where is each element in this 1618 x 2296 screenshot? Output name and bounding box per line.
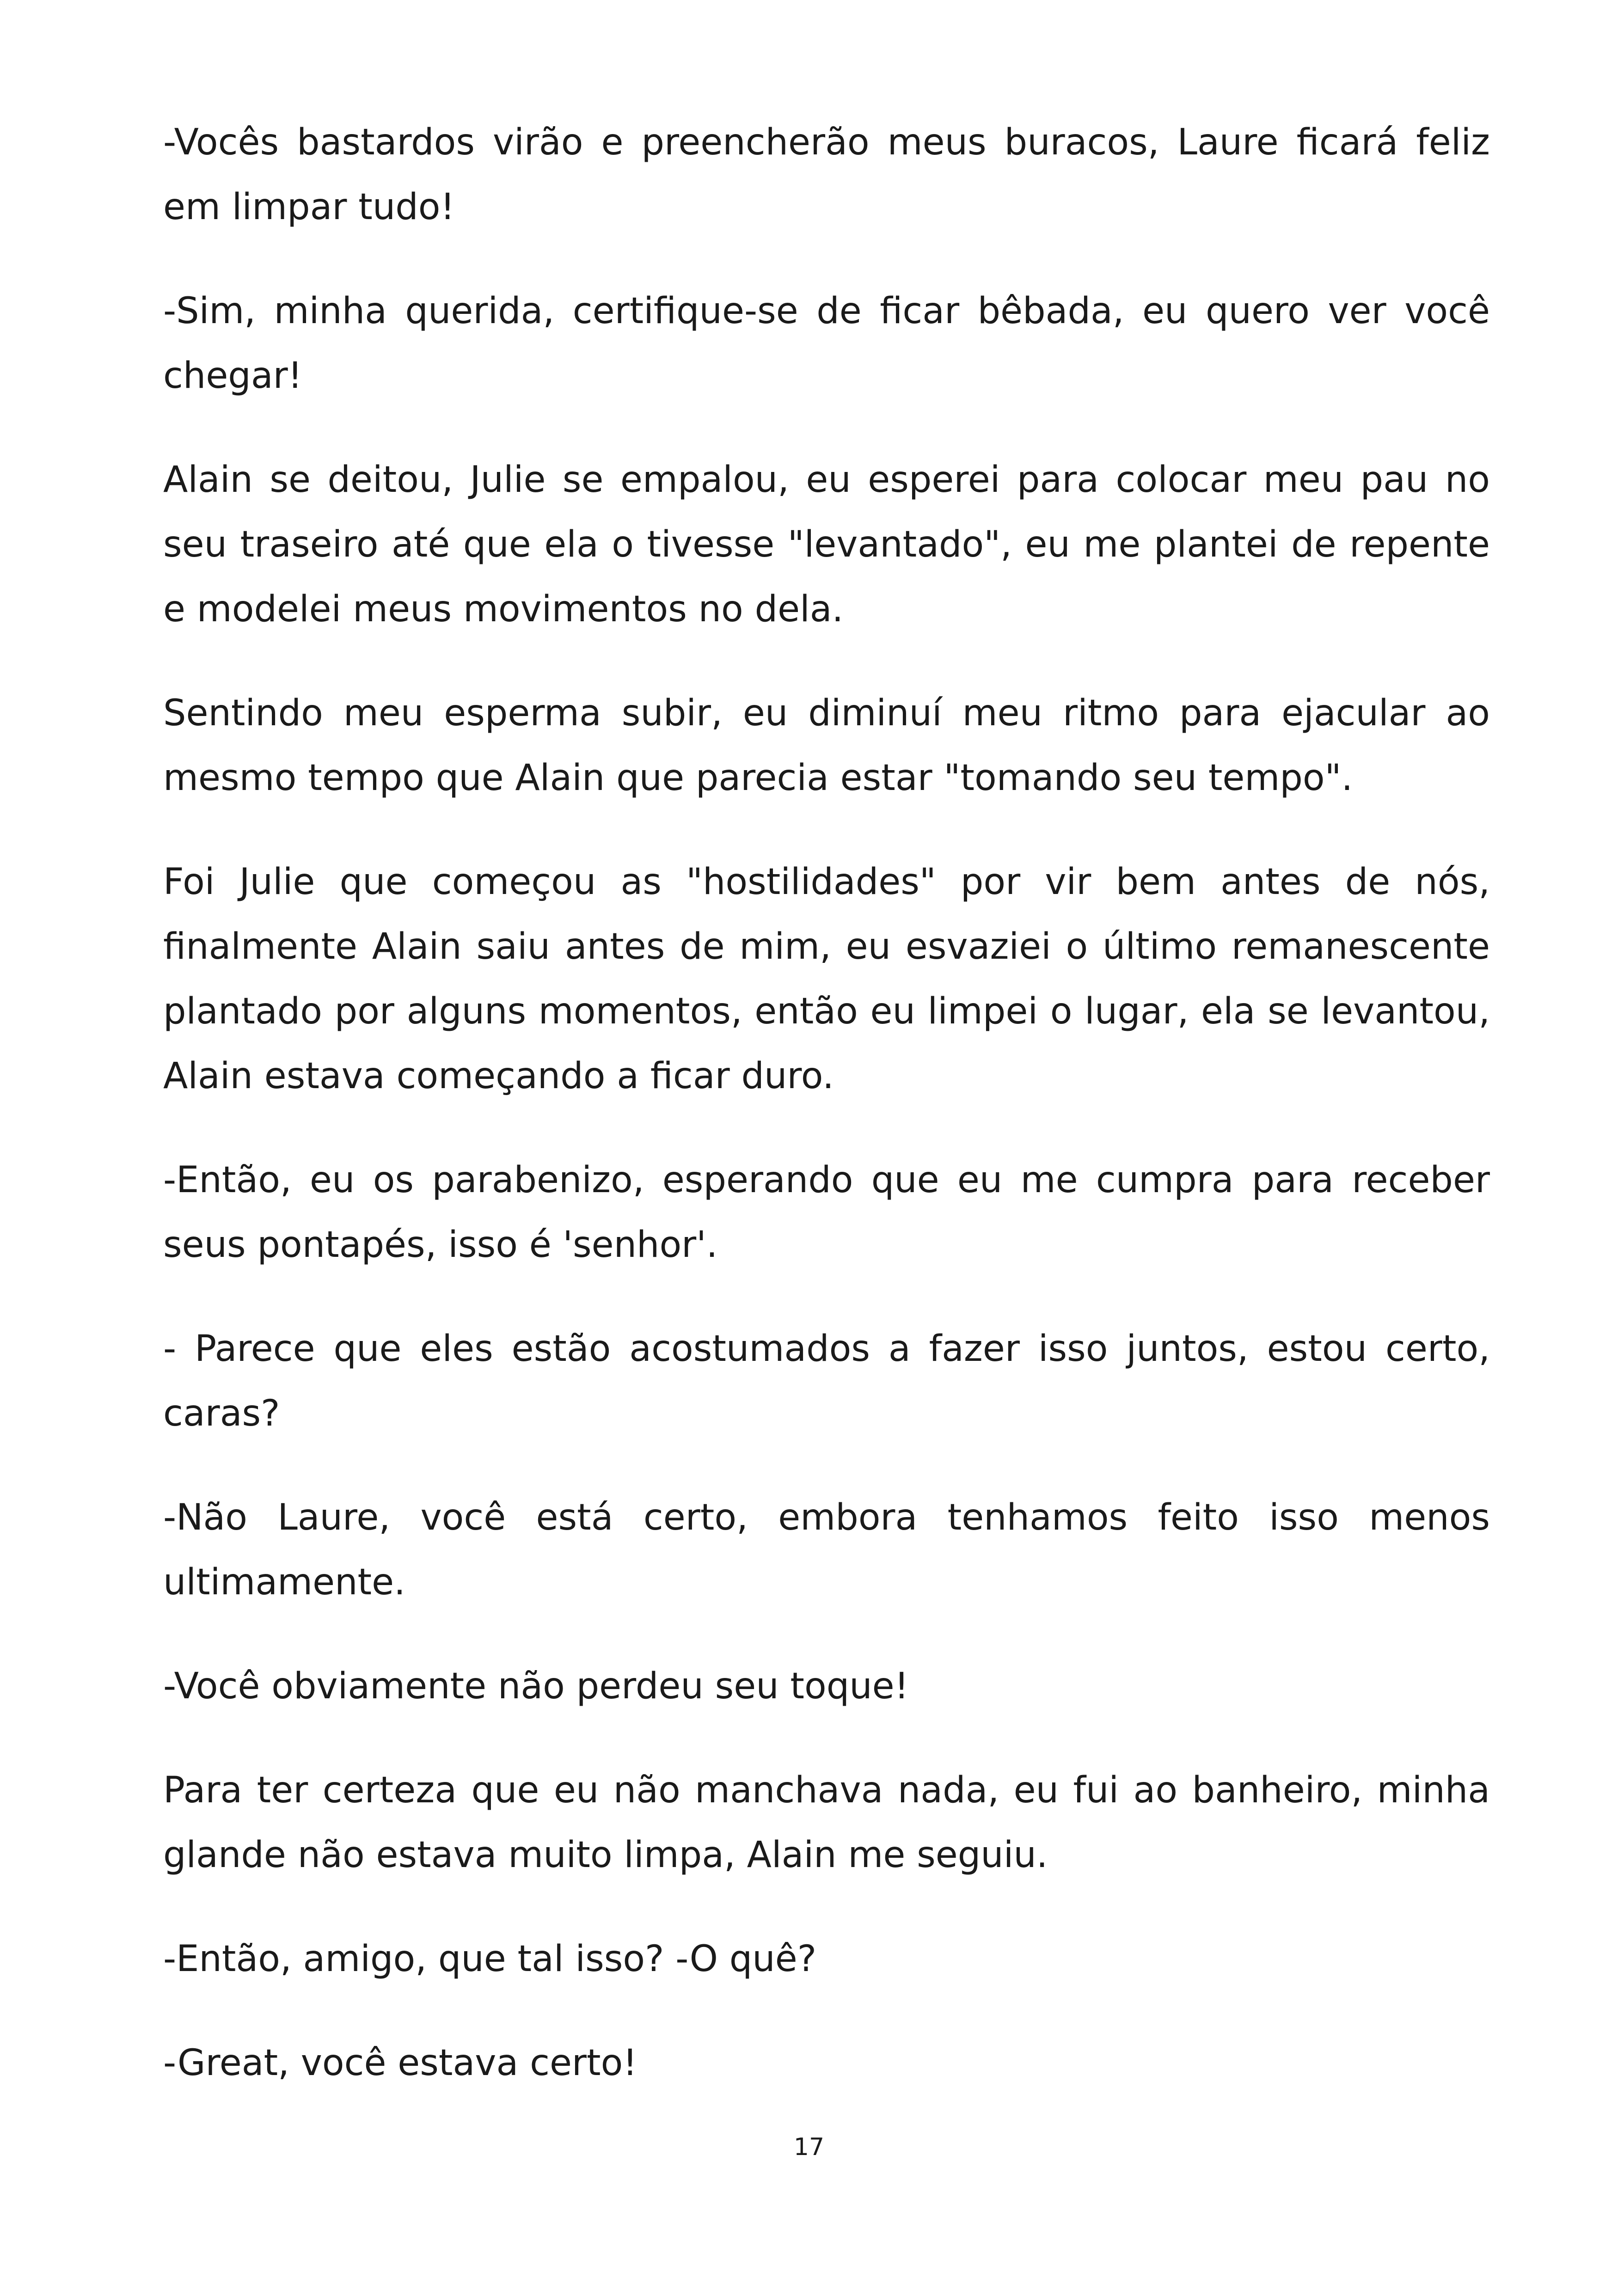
paragraph: -Então, eu os parabenizo, esperando que eu me cumpra para receber seus pontapés, isso é 'senhor'.	[163, 1159, 1490, 1266]
paragraph: - Parece que eles estão acostumados a fazer isso juntos, estou certo, caras?	[163, 1328, 1490, 1434]
paragraph: Foi Julie que começou as "hostilidades" por vir bem antes de nós, finalmente Alain saiu antes de mim, eu esvaziei o último remanescente plantado por alguns momentos, então eu limpei o lugar, ela se levantou, Alain estava começando a ficar duro.	[163, 861, 1490, 1097]
paragraph: Para ter certeza que eu não manchava nada, eu fui ao banheiro, minha glande não estava muito limpa, Alain me seguiu.	[163, 1769, 1490, 1876]
paragraph: Alain se deitou, Julie se empalou, eu esperei para colocar meu pau no seu traseiro até que ela o tivesse "levantado", eu me plantei de repente e modelei meus movimentos no dela.	[163, 459, 1490, 630]
paragraph: -Vocês bastardos virão e preencherão meus buracos, Laure ficará feliz em limpar tudo!	[163, 122, 1490, 228]
paragraph: -Great, você estava certo!	[163, 2042, 637, 2084]
paragraph: -Você obviamente não perdeu seu toque!	[163, 1665, 909, 1707]
paragraph: -Não Laure, você está certo, embora tenhamos feito isso menos ultimamente.	[163, 1497, 1490, 1603]
paragraph: -Sim, minha querida, certifique-se de ficar bêbada, eu quero ver você chegar!	[163, 290, 1490, 397]
paragraph: Sentindo meu esperma subir, eu diminuí meu ritmo para ejacular ao mesmo tempo que Alain que parecia estar "tomando seu tempo".	[163, 692, 1490, 799]
page-number: 17	[793, 2133, 825, 2161]
body-text	[163, 110, 1490, 2135]
paragraph: -Então, amigo, que tal isso? -O quê?	[163, 1938, 817, 1980]
